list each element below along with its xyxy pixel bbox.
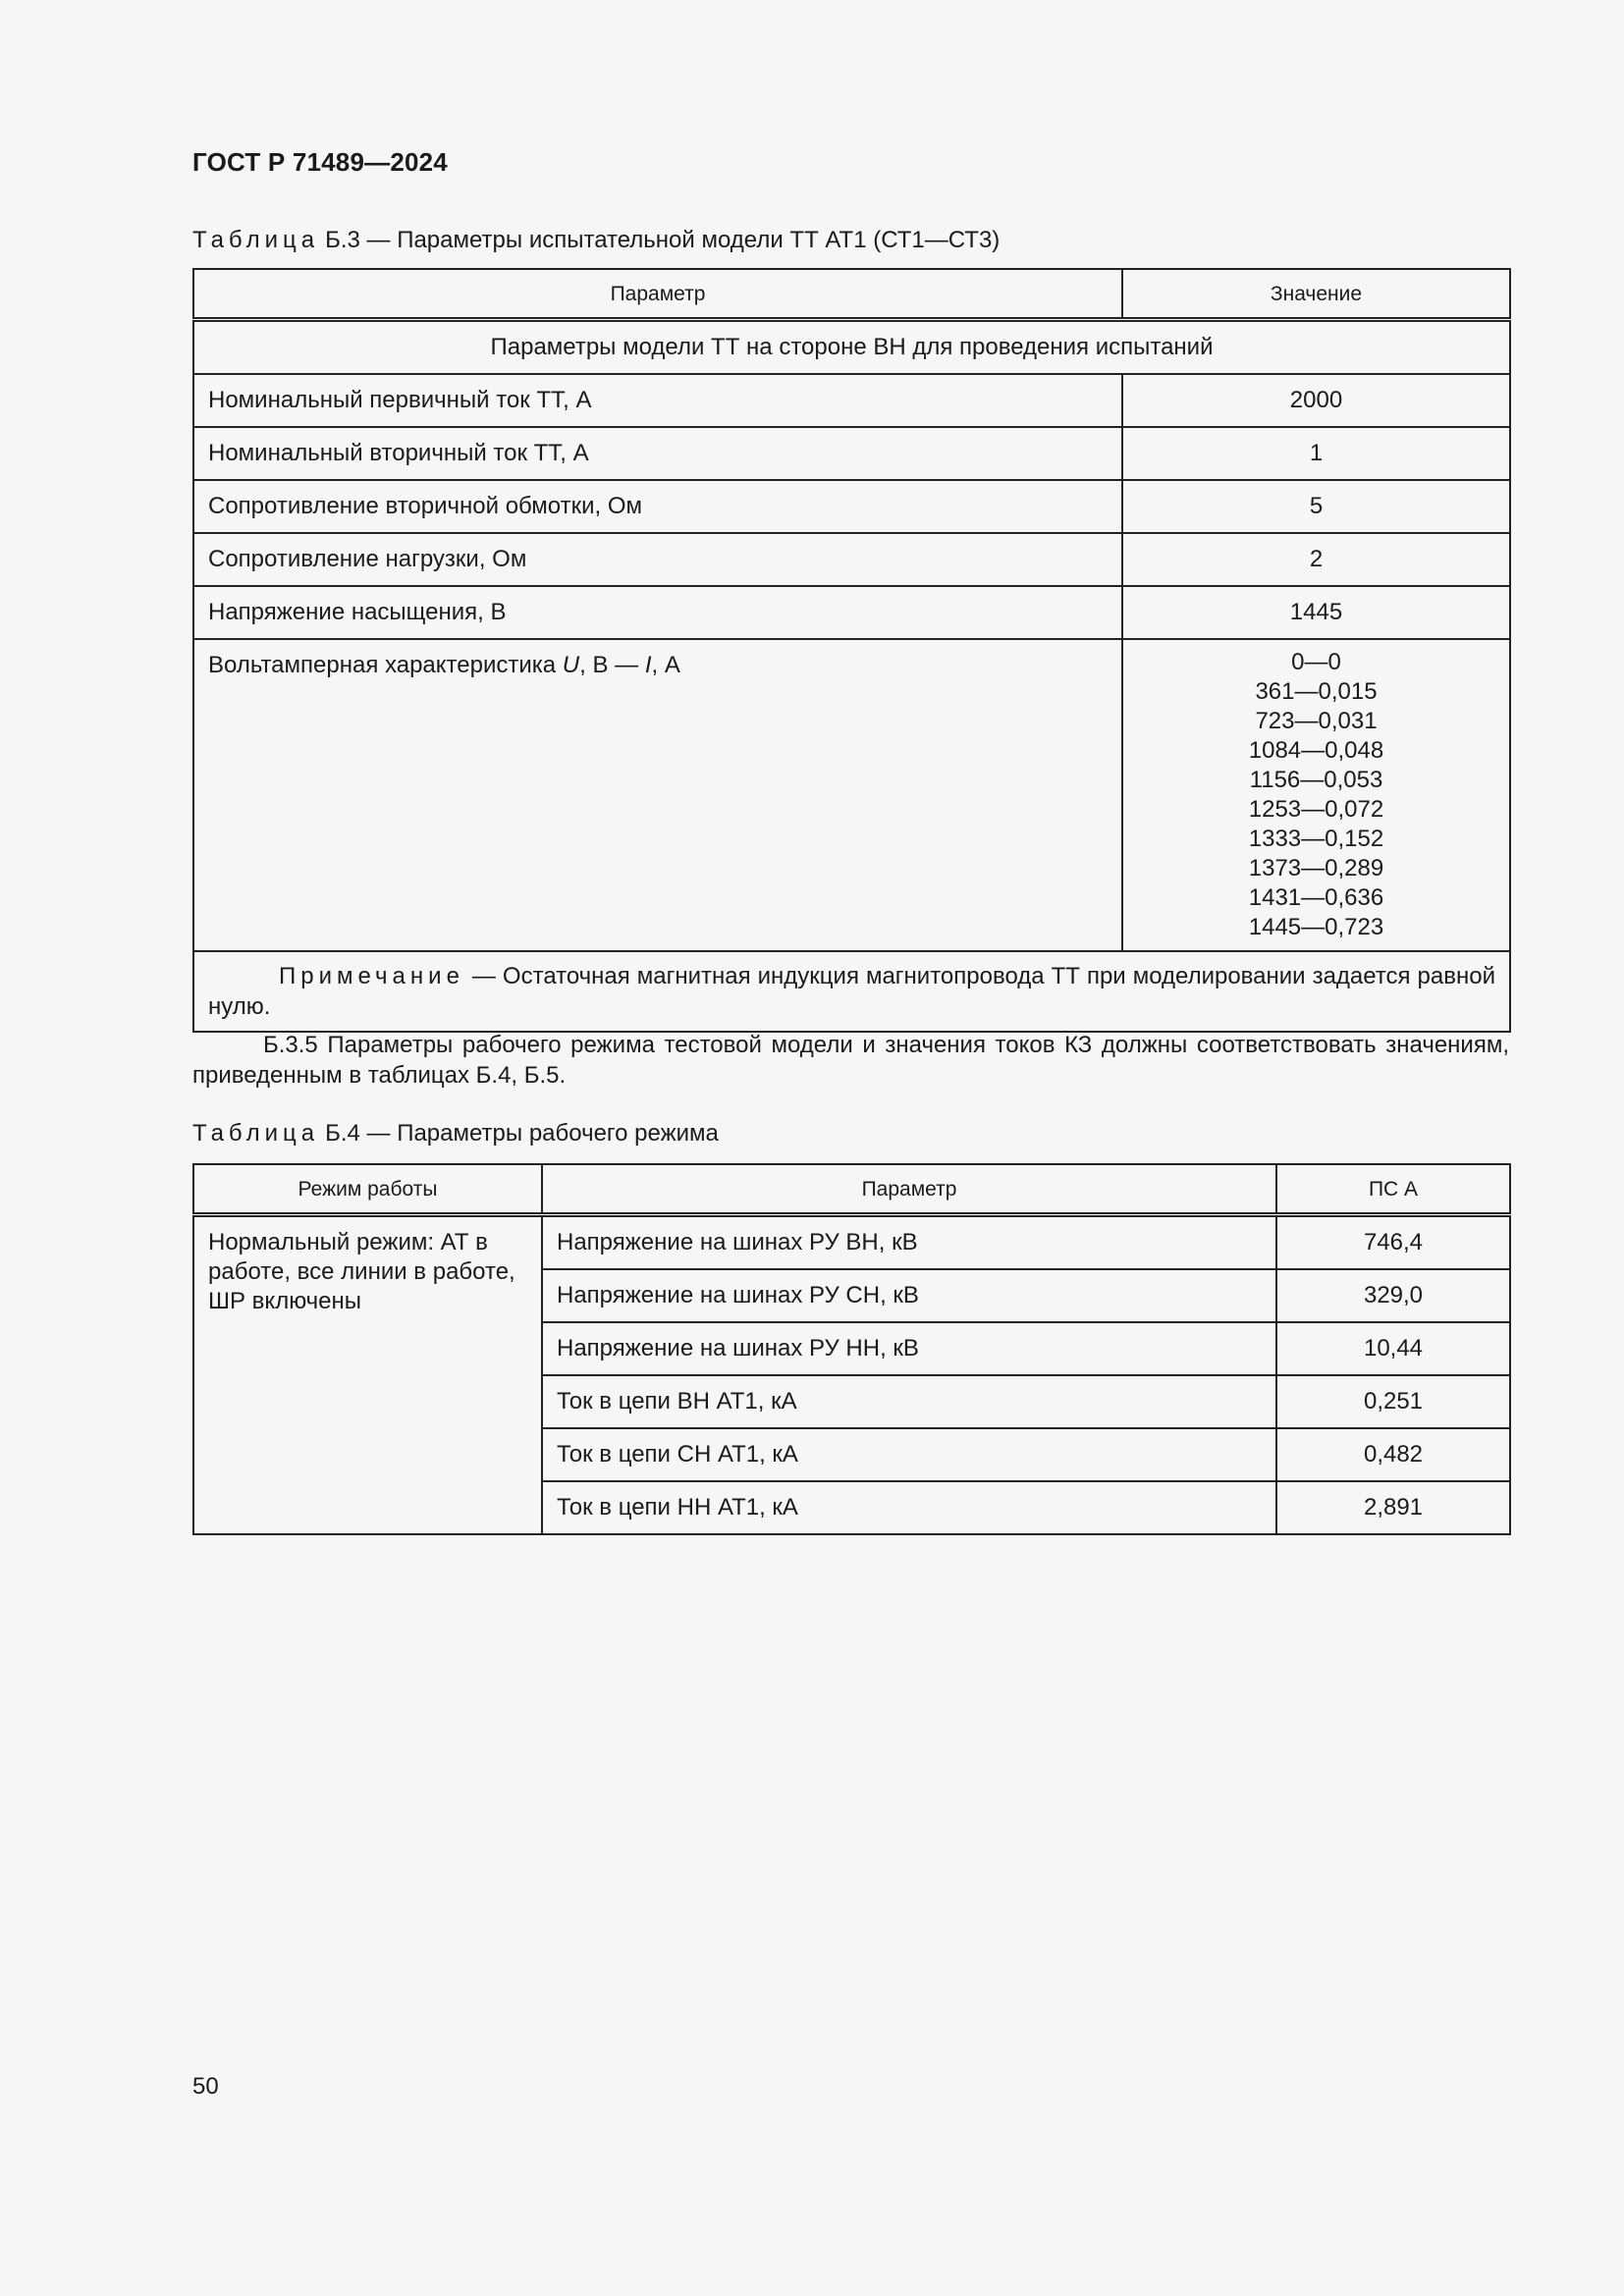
table-row bbox=[193, 1215, 1510, 1270]
table-cell-mode: Нормальный режим: АТ в работе, все линии в работе, ШР включены bbox=[193, 1215, 542, 1535]
vah-point: 1445—0,723 bbox=[1248, 914, 1384, 940]
table-b4-col-param: Параметр bbox=[542, 1164, 1276, 1215]
table-cell-param: Номинальный первичный ток ТТ, А bbox=[193, 374, 1122, 427]
vah-point: 1373—0,289 bbox=[1248, 855, 1384, 881]
table-b3-caption bbox=[192, 227, 1000, 254]
paragraph-b35: Б.3.5 Параметры рабочего режима тестовой модели и значения токов КЗ должны соответствовать значениям, приведенным в таблицах Б.4, Б.5. bbox=[192, 1032, 1509, 1089]
table-b3-section-title: Параметры модели ТТ на стороне ВН для проведения испытаний bbox=[193, 320, 1510, 375]
table-cell-value: 10,44 bbox=[1276, 1322, 1510, 1375]
table-b3-note-row bbox=[193, 951, 1510, 1032]
table-cell-param: Сопротивление нагрузки, Ом bbox=[193, 533, 1122, 586]
table-cell-param: Ток в цепи ВН АТ1, кА bbox=[542, 1375, 1276, 1428]
note-prefix: Примечание bbox=[279, 963, 464, 989]
vah-label-prefix: Вольтамперная характеристика bbox=[208, 652, 563, 678]
vah-point: 723—0,031 bbox=[1255, 708, 1378, 734]
table-row bbox=[193, 586, 1510, 639]
vah-values bbox=[1122, 639, 1510, 951]
page-number: 50 bbox=[192, 2073, 219, 2100]
table-b4-header-row bbox=[193, 1164, 1510, 1215]
table-cell-param: Номинальный вторичный ток ТТ, А bbox=[193, 427, 1122, 480]
table-cell-value: 1 bbox=[1122, 427, 1510, 480]
table-cell-param: Напряжение насыщения, В bbox=[193, 586, 1122, 639]
document-header: ГОСТ Р 71489—2024 bbox=[192, 147, 448, 177]
table-b3-caption-prefix: Таблица bbox=[192, 227, 320, 253]
vah-point: 361—0,015 bbox=[1255, 678, 1378, 705]
table-cell-value: 329,0 bbox=[1276, 1269, 1510, 1322]
table-b3-note bbox=[193, 951, 1510, 1032]
table-b4-caption-text: Б.4 — Параметры рабочего режима bbox=[325, 1120, 719, 1147]
table-cell-param: Напряжение на шинах РУ ВН, кВ bbox=[542, 1215, 1276, 1270]
table-b4-caption bbox=[192, 1120, 719, 1148]
vah-label bbox=[193, 639, 1122, 951]
table-row bbox=[193, 374, 1510, 427]
table-cell-value: 2000 bbox=[1122, 374, 1510, 427]
vah-label-i: I bbox=[644, 652, 652, 678]
table-cell-param: Напряжение на шинах РУ СН, кВ bbox=[542, 1269, 1276, 1322]
vah-point: 1333—0,152 bbox=[1248, 826, 1384, 852]
table-cell-value: 5 bbox=[1122, 480, 1510, 533]
note-text: — Остаточная магнитная индукция магнитопровода ТТ при моделировании задается равной нулю. bbox=[208, 963, 1495, 1020]
table-b3-header-row bbox=[193, 269, 1510, 320]
table-b3-col-param: Параметр bbox=[193, 269, 1122, 320]
table-cell-value: 1445 bbox=[1122, 586, 1510, 639]
table-cell-param: Сопротивление вторичной обмотки, Ом bbox=[193, 480, 1122, 533]
table-cell-param: Ток в цепи НН АТ1, кА bbox=[542, 1481, 1276, 1534]
table-b4 bbox=[192, 1163, 1511, 1535]
table-cell-value: 0,251 bbox=[1276, 1375, 1510, 1428]
vah-point: 1253—0,072 bbox=[1248, 796, 1384, 823]
table-b4-col-ps: ПС А bbox=[1276, 1164, 1510, 1215]
table-cell-param: Напряжение на шинах РУ НН, кВ bbox=[542, 1322, 1276, 1375]
vah-point: 1156—0,053 bbox=[1249, 767, 1383, 793]
vah-point: 1431—0,636 bbox=[1248, 884, 1384, 911]
vah-label-mid: , В — bbox=[579, 652, 645, 678]
table-row bbox=[193, 480, 1510, 533]
vah-point: 0—0 bbox=[1291, 649, 1341, 675]
vah-point: 1084—0,048 bbox=[1248, 737, 1384, 764]
table-b4-caption-prefix: Таблица bbox=[192, 1120, 320, 1147]
table-cell-value: 2,891 bbox=[1276, 1481, 1510, 1534]
table-row bbox=[193, 533, 1510, 586]
table-b3 bbox=[192, 268, 1511, 1033]
table-cell-param: Ток в цепи СН АТ1, кА bbox=[542, 1428, 1276, 1481]
table-row-vah bbox=[193, 639, 1510, 951]
table-b3-caption-text: Б.3 — Параметры испытательной модели ТТ АТ1 (СТ1—СТ3) bbox=[325, 227, 1001, 253]
table-cell-value: 0,482 bbox=[1276, 1428, 1510, 1481]
table-b3-col-value: Значение bbox=[1122, 269, 1510, 320]
table-cell-value: 746,4 bbox=[1276, 1215, 1510, 1270]
vah-label-suffix: , А bbox=[651, 652, 680, 678]
table-cell-value: 2 bbox=[1122, 533, 1510, 586]
table-b4-col-mode: Режим работы bbox=[193, 1164, 542, 1215]
table-b3-section-row bbox=[193, 320, 1510, 375]
table-row bbox=[193, 427, 1510, 480]
vah-label-u: U bbox=[562, 652, 580, 678]
